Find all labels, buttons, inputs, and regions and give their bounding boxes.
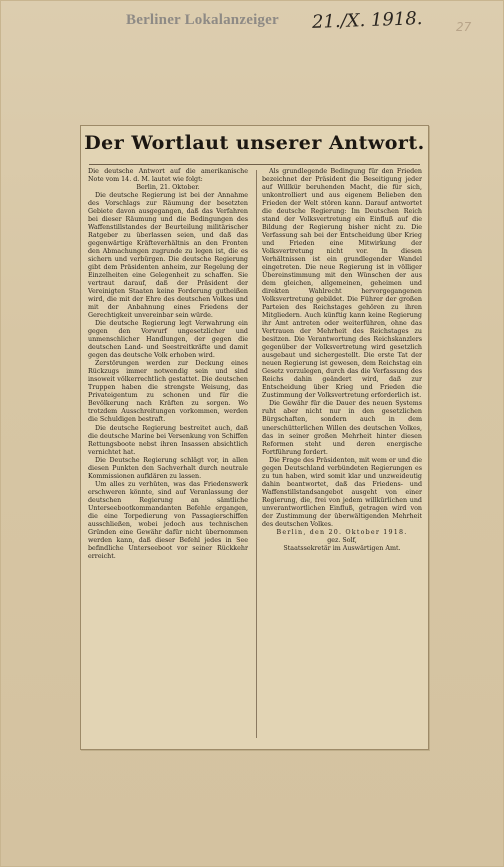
article-paragraph: Zerstörungen werden zur Deckung eines Rückzugs immer notwendig sein und sind insoweit völkerrechtlich gestattet. Die deutschen Truppen haben die strengste Weisung, das Privateigentum zu schonen und für die Bevölkerung nach Kräften zu sorgen. Wo trotzdem Ausschreitungen vorkommen, werden die Schuldigen bestraft.: [88, 360, 248, 424]
article-dateline: Berlin, 21. Oktober.: [136, 184, 200, 192]
signoff-date: Berlin, den 20. Oktober 1918.: [276, 528, 408, 536]
article-headline: Der Wortlaut unserer Antwort.: [84, 132, 425, 154]
article-paragraph: Die deutsche Regierung bestreitet auch, daß die deutsche Marine bei Versenkung von Schiffen Rettungsboote nebst ihren Insassen absichtlich vernichtet hat.: [88, 424, 248, 456]
page-number: 27: [456, 20, 472, 34]
article-paragraph: Die Gewähr für die Dauer des neuen Systems ruht aber nicht nur in den gesetzlichen Bürgschaften, sondern auch in dem unerschütterlichen Willen des deutschen Volkes, das in seiner großen Mehrheit hinter diesen Reformen steht und deren energische Fortführung fordert.: [262, 400, 422, 456]
column-divider: [256, 170, 257, 738]
newspaper-name-stamp: Berliner Lokalanzeiger: [126, 12, 279, 28]
article-paragraph: Die Deutsche Regierung schlägt vor, in allen diesen Punkten den Sachverhalt durch neutrale Kommissionen aufklären zu lassen.: [88, 456, 248, 480]
article-intro: Die deutsche Antwort auf die amerikanische Note vom 14. d. M. lautet wie folgt:: [88, 168, 248, 184]
signature: gez. Solf,: [327, 536, 357, 544]
article-paragraph: Die deutsche Regierung ist bei der Annahme des Vorschlags zur Räumung der besetzten Gebiete davon ausgegangen, daß das Verfahren bei dieser Räumung und die Bedingungen des Waffenstillstandes der Beurteilung militärischer Ratgeber zu überlassen seien, und daß das gegenwärtige Kräfteverhältnis an den Fronten den Abmachungen zugrunde zu legen ist, die es sichern und verbürgen. Die deutsche Regierung gibt dem Präsidenten anheim, zur Regelung der Einzelheiten eine Gelegenheit zu schaffen. Sie vertraut darauf, daß der Präsident der Vereinigten Staaten keine Forderung gutheißen wird, die mit der Ehre des deutschen Volkes und mit der Anbahnung eines Friedens der Gerechtigkeit unvereinbar sein würde.: [88, 192, 248, 320]
article-paragraph: Um alles zu verhüten, was das Friedenswerk erschweren könnte, sind auf Veranlassung der deutschen Regierung an sämtliche Unterseebootkommandanten Befehle ergangen, die eine Torpedierung von Passagierschiffen ausschließen, wobei jedoch aus technischen Gründen eine Gewähr dafür nicht übernommen werden kann, daß dieser Befehl jedes in See befindliche Unterseeboot vor seiner Rückkehr erreicht.: [88, 480, 248, 560]
article-paragraph: Die deutsche Regierung legt Verwahrung ein gegen den Vorwurf ungesetzlicher und unmenschlicher Handlungen, der gegen die deutschen Land- und Seestreitkräfte und damit gegen das deutsche Volk erhoben wird.: [88, 320, 248, 360]
left-column: [88, 168, 248, 738]
handwritten-date: 21./X. 1918.: [311, 8, 423, 33]
right-column: [262, 168, 422, 688]
article-paragraph: Als grundlegende Bedingung für den Frieden bezeichnet der Präsident die Beseitigung jeder auf Willkür beruhenden Macht, die für sich, unkontrolliert und aus eigenem Belieben den Frieden der Welt stören kann. Darauf antwortet die deutsche Regierung: Im Deutschen Reich stand der Volksvertretung ein Einfluß auf die Bildung der Regierung bisher nicht zu. Die Verfassung sah bei der Entscheidung über Krieg und Frieden eine Mitwirkung der Volksvertretung nicht vor. In diesen Verhältnissen ist ein grundlegender Wandel eingetreten. Die neue Regierung ist in völliger Übereinstimmung mit den Wünschen der aus dem gleichen, allgemeinen, geheimen und direkten Wahlrecht hervorgegangenen Volksvertretung gebildet. Die Führer der großen Parteien des Reichstages gehören zu ihren Mitgliedern. Auch künftig kann keine Regierung ihr Amt antreten oder weiterführen, ohne das Vertrauen der Mehrheit des Reichstages zu besitzen. Die Verantwortung des Reichskanzlers gegenüber der Volksvertretung wird gesetzlich ausgebaut und sichergestellt. Die erste Tat der neuen Regierung ist gewesen, dem Reichstag ein Gesetz vorzulegen, durch das die Verfassung des Reichs dahin geändert wird, daß zur Entscheidung über Krieg und Frieden die Zustimmung der Volksvertretung erforderlich ist.: [262, 168, 422, 400]
newspaper-clipping: [80, 125, 429, 750]
signature-title: Staatssekretär im Auswärtigen Amt.: [283, 544, 401, 552]
headline-rule: [89, 164, 420, 165]
article-paragraph: Die Frage des Präsidenten, mit wem er und die gegen Deutschland verbündeten Regierungen es zu tun haben, wird somit klar und unzweideutig dahin beantwortet, daß das Friedens- und Waffenstillstandsangebot ausgeht von einer Regierung, die, frei von jedem willkürlichen und unverantwortlichen Einfluß, getragen wird von der Zustimmung der überwältigenden Mehrheit des deutschen Volkes.: [262, 456, 422, 528]
